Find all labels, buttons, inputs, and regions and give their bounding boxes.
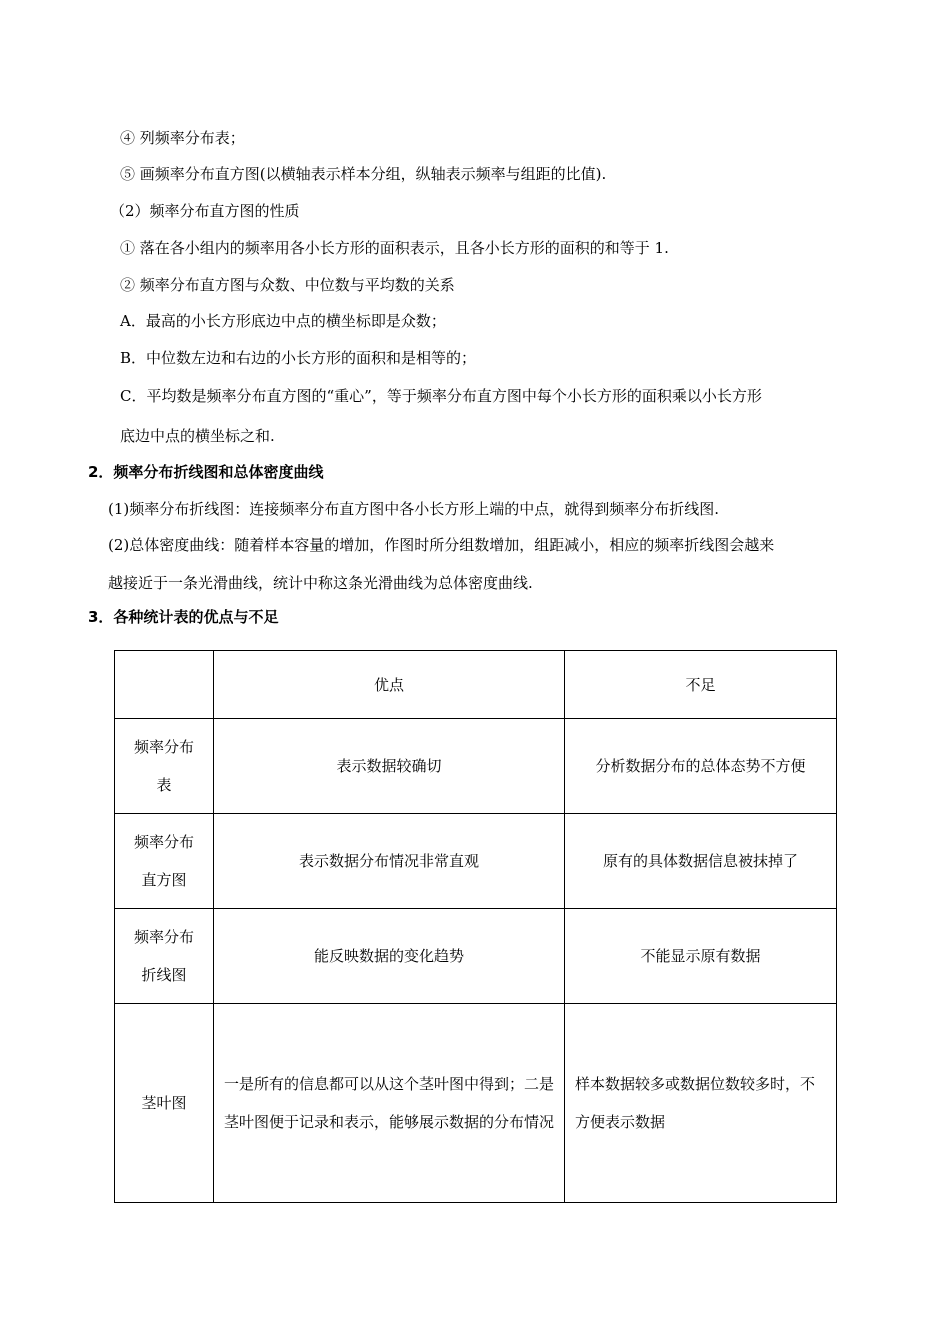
comparison-table — [114, 650, 837, 1203]
properties-title: （2）频率分布直方图的性质 — [110, 202, 300, 220]
table-row — [115, 814, 837, 909]
row-con-cell: 不能显示原有数据 — [565, 909, 837, 1004]
header-empty-cell — [115, 651, 214, 719]
row-name-cell — [115, 719, 214, 814]
property-b-text: B．中位数左边和右边的小长方形的面积和是相等的； — [120, 349, 477, 367]
table-row — [115, 909, 837, 1004]
row-con-cell: 分析数据分布的总体态势不方便 — [565, 719, 837, 814]
row-pro-cell: 表示数据较确切 — [214, 719, 565, 814]
row-name-line: 直方图 — [141, 871, 187, 889]
step-5-text: ⑤ 画频率分布直方图(以横轴表示样本分组，纵轴表示频率与组距的比值). — [120, 165, 607, 183]
section-2-item-2-continued: 越接近于一条光滑曲线，统计中称这条光滑曲线为总体密度曲线. — [108, 574, 533, 592]
property-c-text: C．平均数是频率分布直方图的“重心”，等于频率分布直方图中每个小长方形的面积乘以小长方形 — [120, 387, 762, 405]
property-2-text: ② 频率分布直方图与众数、中位数与平均数的关系 — [120, 276, 455, 294]
header-con: 不足 — [565, 651, 837, 719]
row-con-cell: 样本数据较多或数据位数较多时，不方便表示数据 — [565, 1004, 837, 1203]
row-name-cell — [115, 814, 214, 909]
row-con-cell: 原有的具体数据信息被抹掉了 — [565, 814, 837, 909]
table-row — [115, 1004, 837, 1203]
section-3-heading: 3．各种统计表的优点与不足 — [88, 608, 279, 626]
row-name-cell — [115, 909, 214, 1004]
property-c-continued: 底边中点的横坐标之和. — [120, 427, 275, 445]
row-name-line: 频率分布 — [133, 833, 194, 851]
section-2-heading: 2．频率分布折线图和总体密度曲线 — [88, 463, 324, 481]
row-name-line: 折线图 — [141, 966, 187, 984]
row-pro-cell: 表示数据分布情况非常直观 — [214, 814, 565, 909]
table-header-row — [115, 651, 837, 719]
row-name-line: 表 — [156, 776, 172, 794]
row-pro-cell: 一是所有的信息都可以从这个茎叶图中得到；二是茎叶图便于记录和表示，能够展示数据的分布情况 — [214, 1004, 565, 1203]
step-4-text: ④ 列频率分布表； — [120, 129, 245, 147]
row-name-line: 频率分布 — [133, 738, 194, 756]
section-2-item-2: (2)总体密度曲线：随着样本容量的增加，作图时所分组数增加，组距减小，相应的频率折线图会越来 — [108, 536, 775, 554]
row-name-cell — [115, 1004, 214, 1203]
header-pro: 优点 — [214, 651, 565, 719]
table-row — [115, 719, 837, 814]
row-pro-cell: 能反映数据的变化趋势 — [214, 909, 565, 1004]
property-a-text: A．最高的小长方形底边中点的横坐标即是众数； — [120, 312, 446, 330]
section-2-item-1: (1)频率分布折线图：连接频率分布直方图中各小长方形上端的中点，就得到频率分布折线图. — [108, 500, 720, 518]
row-name-line: 频率分布 — [133, 928, 194, 946]
row-name-line: 茎叶图 — [141, 1094, 187, 1112]
property-1-text: ① 落在各小组内的频率用各小长方形的面积表示，且各小长方形的面积的和等于 1. — [120, 239, 669, 257]
